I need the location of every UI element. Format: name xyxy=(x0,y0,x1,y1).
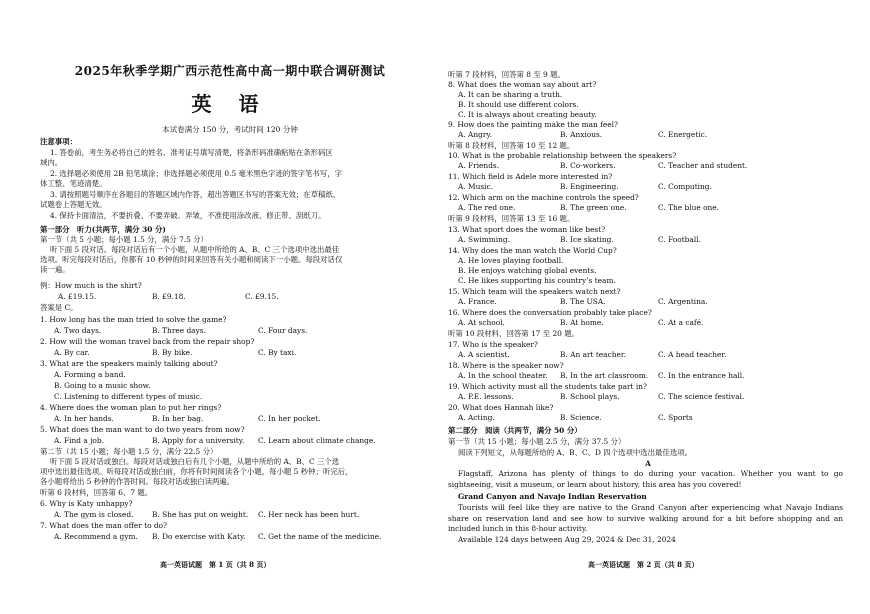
question: 9. How does the painting make the man feel? xyxy=(448,120,618,129)
option: B. By bike. xyxy=(152,348,193,357)
passage-availability: Available 124 days between Aug 29, 2024 & Dec 31, 2024 xyxy=(458,535,676,544)
material-heading: 听第 7 段材料，回答第 8 至 9 题。 xyxy=(448,70,565,79)
option: B. Co-workers. xyxy=(560,161,616,170)
option: B. Engineering. xyxy=(560,182,619,191)
option: A. He loves playing football. xyxy=(458,256,564,265)
material-heading: 听第 9 段材料，回答第 13 至 16 题。 xyxy=(448,214,575,223)
option: B. Science. xyxy=(560,413,602,422)
option: A. It can be sharing a truth. xyxy=(458,90,563,99)
question: 6. Why is Katy unhappy? xyxy=(40,499,133,508)
question: 19. Which activity must all the students take part in? xyxy=(448,382,647,391)
option: B. It should use different colors. xyxy=(458,100,579,109)
option: A. Angry. xyxy=(458,130,492,139)
exam-subtitle: 本试卷满分 150 分，考试时间 120 分钟 xyxy=(162,125,298,134)
option: B. £9.18. xyxy=(152,292,186,301)
note-line: 试题卷上答题无效。 xyxy=(40,200,107,209)
note-line: 4. 保持卡面清洁，不要折叠、不要弄破、弄皱，不准使用涂改液、修正带、刮纸刀。 xyxy=(50,211,326,220)
option: C. The science festival. xyxy=(658,392,745,401)
question: 1. How long has the man tried to solve the game? xyxy=(40,315,227,324)
option: B. Going to a music show. xyxy=(54,381,151,390)
option: B. An art teacher. xyxy=(560,350,626,359)
option: A. Swimming. xyxy=(458,235,511,244)
note-line: 1. 答卷前，考生务必将自己的姓名、准考证号填写清楚，将条形码准确粘贴在条形码区 xyxy=(50,148,333,157)
material-heading: 听第 8 段材料，回答第 10 至 12 题。 xyxy=(448,141,575,150)
part2-instruction: 阅读下列短文，从每题所给的 A、B、C、D 四个选项中选出最佳选项。 xyxy=(458,448,692,457)
option: A. Friends. xyxy=(458,161,500,170)
exam-title: 2025年秋季学期广西示范性高中高一期中联合调研测试 xyxy=(74,64,386,78)
notes-heading: 注意事项： xyxy=(40,137,77,146)
option: C. The blue one. xyxy=(658,203,720,212)
option: A. P.E. lessons. xyxy=(458,392,514,401)
option: A. Find a job. xyxy=(54,436,104,445)
note-line: 3. 请按照题号顺序在各题目的答题区域内作答，超出答题区书写的答案无效；在草稿纸、 xyxy=(50,190,341,199)
note-line: 域内。 xyxy=(40,158,63,167)
option: B. Ice skating. xyxy=(560,235,614,244)
question: 11. Which field is Adele more interested in? xyxy=(448,172,613,181)
question: 3. What are the speakers mainly talking about? xyxy=(40,359,218,368)
material-heading: 听第 6 段材料，回答第 6、7 题。 xyxy=(40,488,153,497)
option: A. By car. xyxy=(54,348,90,357)
instruction-line: 读一遍。 xyxy=(40,265,70,274)
passage-letter: A xyxy=(645,459,651,468)
option: C. Teacher and student. xyxy=(658,161,748,170)
option: A. Music. xyxy=(458,182,494,191)
question: 14. Why does the man watch the World Cup? xyxy=(448,246,617,255)
page-footer: 高一英语试题 第 1 页（共 8 页） xyxy=(160,560,271,569)
passage-paragraph: Flagstaff, Arizona has plenty of things to do during your vacation. Whether you want to go sightseeing, visit a museum, or learn about history, this area has you covered! xyxy=(448,469,843,489)
instruction-line: 各小题将给出 5 秒钟的作答时间。每段对话或独白读两遍。 xyxy=(40,477,235,486)
option: C. Sports xyxy=(658,413,693,422)
option: B. She has put on weight. xyxy=(152,510,249,519)
option: A. The gym is closed. xyxy=(54,510,134,519)
option: B. The green one. xyxy=(560,203,627,212)
option: B. Apply for a university. xyxy=(152,436,245,445)
subject-title: 英 语 xyxy=(191,92,269,116)
option: C. By taxi. xyxy=(258,348,297,357)
question: 7. What does the man offer to do? xyxy=(40,521,168,530)
option: C. Her neck has been hurt. xyxy=(258,510,360,519)
instruction-line: 听下面 5 段对话。每段对话后有一个小题，从题中所给的 A、B、C 三个选项中选出最佳 xyxy=(50,245,340,254)
option: C. In her pocket. xyxy=(258,414,321,423)
question: 4. Where does the woman plan to put her rings? xyxy=(40,403,222,412)
option: A. The red one. xyxy=(458,203,516,212)
note-line: 体工整、笔迹清楚。 xyxy=(40,179,107,188)
option: C. Listening to different types of music. xyxy=(54,392,203,401)
instruction-line: 选项。听完每段对话后，你都有 10 秒钟的时间来回答有关小题和阅读下一小题。每段对话仅 xyxy=(40,255,343,264)
option: C. £9.15. xyxy=(245,292,279,301)
option: A. Two days. xyxy=(54,326,102,335)
option: B. In the art classroom. xyxy=(560,371,649,380)
option: B. At home. xyxy=(560,318,604,327)
example-answer: 答案是 C。 xyxy=(40,303,78,312)
question: 5. What does the man want to do two years from now? xyxy=(40,425,245,434)
part2-heading: 第二部分 阅读（共两节，满分 50 分） xyxy=(448,426,582,435)
option: C. Learn about climate change. xyxy=(258,436,376,445)
passage-subheading: Grand Canyon and Navajo Indian Reservation xyxy=(458,492,647,501)
option: A. Forming a band. xyxy=(54,370,126,379)
option: B. Do exercise with Katy. xyxy=(152,532,246,541)
question: 17. Who is the speaker? xyxy=(448,340,538,349)
option: C. Four days. xyxy=(258,326,308,335)
option: C. At a café. xyxy=(658,318,704,327)
option: C. In the entrance hall. xyxy=(658,371,745,380)
option: C. He likes supporting his country’s team. xyxy=(458,276,616,285)
part2-section-heading: 第一节（共 15 小题；每小题 2.5 分，满分 37.5 分） xyxy=(448,437,626,446)
option: C. Argentina. xyxy=(658,297,708,306)
question: 15. Which team will the speakers watch next? xyxy=(448,287,621,296)
question: 13. What sport does the woman like best? xyxy=(448,225,606,234)
option: A. In her hands. xyxy=(54,414,114,423)
option: C. Get the name of the medicine. xyxy=(258,532,382,541)
question: 12. Which arm on the machine controls the speed? xyxy=(448,193,639,202)
question: 18. Where is the speaker now? xyxy=(448,361,564,370)
option: B. The USA. xyxy=(560,297,606,306)
option: A. Recommend a gym. xyxy=(54,532,138,541)
option: C. Computing. xyxy=(658,182,712,191)
note-line: 2. 选择题必须使用 2B 铅笔填涂；非选择题必须使用 0.5 毫米黑色字迹的签字笔书写，字 xyxy=(50,169,342,178)
example-question: 例：How much is the shirt? xyxy=(40,281,142,290)
option: A. At school. xyxy=(458,318,505,327)
option: A. In the school theater. xyxy=(458,371,548,380)
option: A. Acting. xyxy=(458,413,495,422)
section1-heading: 第一节（共 5 小题；每小题 1.5 分，满分 7.5 分） xyxy=(40,235,208,244)
option: B. School plays. xyxy=(560,392,620,401)
option: B. He enjoys watching global events. xyxy=(458,266,597,275)
question: 20. What does Hannah like? xyxy=(448,403,554,412)
section2-heading: 第二节（共 15 小题；每小题 1.5 分，满分 22.5 分） xyxy=(40,447,218,456)
page-footer: 高一英语试题 第 2 页（共 8 页） xyxy=(588,560,699,569)
question: 10. What is the probable relationship between the speakers? xyxy=(448,151,677,160)
option: C. A head teacher. xyxy=(658,350,727,359)
option: A. France. xyxy=(458,297,497,306)
question: 16. Where does the conversation probably take place? xyxy=(448,308,652,317)
option: C. Football. xyxy=(658,235,701,244)
question: 2. How will the woman travel back from the repair shop? xyxy=(40,337,255,346)
instruction-line: 听下面 5 段对话或独白。每段对话或独白后有几个小题，从题中所给的 A、B、C 三个选 xyxy=(50,457,340,466)
option: A. A scientist. xyxy=(458,350,510,359)
part1-heading: 第一部分 听力(共两节，满分 30 分) xyxy=(40,225,166,234)
option: A. £19.15. xyxy=(58,292,97,301)
passage-paragraph: Tourists will feel like they are native to the Grand Canyon after experiencing what Navajo Indians share on reservation land and see how to survive walking around for a bit before shopping and an included lunch in this 8-hour activity. xyxy=(448,503,843,533)
question: 8. What does the woman say about art? xyxy=(448,80,597,89)
option: B. In her bag. xyxy=(152,414,204,423)
material-heading: 听第 10 段材料，回答第 17 至 20 题。 xyxy=(448,329,579,338)
instruction-line: 项中选出最佳选项。听每段对话或独白前，你将有时间阅读各个小题，每小题 5 秒钟；听完后， xyxy=(40,467,353,476)
option: C. It is always about creating beauty. xyxy=(458,110,597,119)
option: B. Anxious. xyxy=(560,130,603,139)
option: B. Three days. xyxy=(152,326,206,335)
option: C. Energetic. xyxy=(658,130,708,139)
